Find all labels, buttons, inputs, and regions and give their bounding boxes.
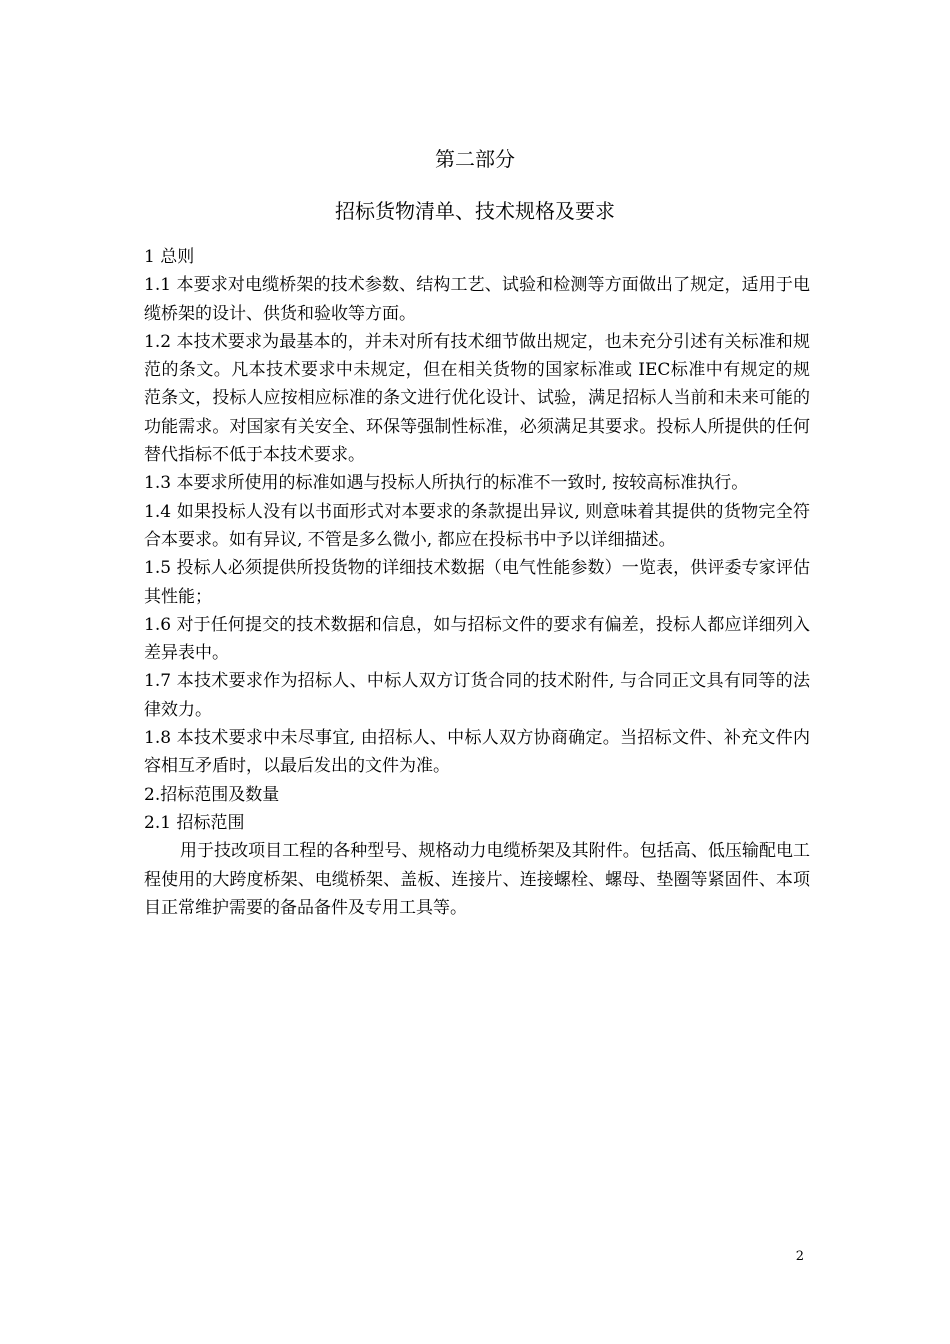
page-number: 2 [795,1249,804,1264]
clause-1-6: 1.6 对于任何提交的技术数据和信息，如与招标文件的要求有偏差，投标人都应详细列入差异表中。 [144,614,810,664]
heading-scope: 2.1 招标范围 [144,812,245,833]
document-body [144,243,810,922]
heading-general: 1 总则 [144,247,195,267]
heading-scope-quantity: 2.招标范围及数量 [144,784,280,805]
clause-1-7: 1.7 本技术要求作为招标人、中标人双方订货合同的技术附件, 与合同正文具有同等的法律效力。 [144,671,810,720]
section-title: 招标货物清单、技术规格及要求 [335,199,615,223]
clause-1-5: 1.5 投标人必须提供所投货物的详细技术数据（电气性能参数）一览表，供评委专家评估其性能； [144,558,810,607]
scope-description: 用于技改项目工程的各种型号、规格动力电缆桥架及其附件。包括高、低压输配电工程使用的大跨度桥架、电缆桥架、盖板、连接片、连接螺栓、螺母、垫圈等紧固件、本项目正常维护需要的备品备件及专用工具等。 [144,841,810,918]
clause-1-4: 1.4 如果投标人没有以书面形式对本要求的条款提出异议, 则意味着其提供的货物完全符合本要求。如有异议, 不管是多么微小, 都应在投标书中予以详细描述。 [144,501,810,550]
part-title: 第二部分 [435,147,515,171]
clause-1-8: 1.8 本技术要求中未尽事宜, 由招标人、中标人双方协商确定。当招标文件、补充文件内容相互矛盾时，以最后发出的文件为准。 [144,728,810,777]
clause-1-3: 1.3 本要求所使用的标准如遇与投标人所执行的标准不一致时, 按较高标准执行。 [144,473,749,494]
clause-1-1: 1.1 本要求对电缆桥架的技术参数、结构工艺、试验和检测等方面做出了规定，适用于电缆桥架的设计、供货和验收等方面。 [144,275,810,324]
clause-1-2: 1.2 本技术要求为最基本的，并未对所有技术细节做出规定，也未充分引述有关标准和规范的条文。凡本技术要求中未规定，但在相关货物的国家标准或 IEC标准中有规定的规范条文，投标人应按相应标准的条文进行优化设计、试验，满足招标人当前和未来可能的功能需求。对国家有关安全、环保等强制性标准，必须满足其要求。投标人所提供的任何替代指标不低于本技术要求。 [144,331,810,466]
